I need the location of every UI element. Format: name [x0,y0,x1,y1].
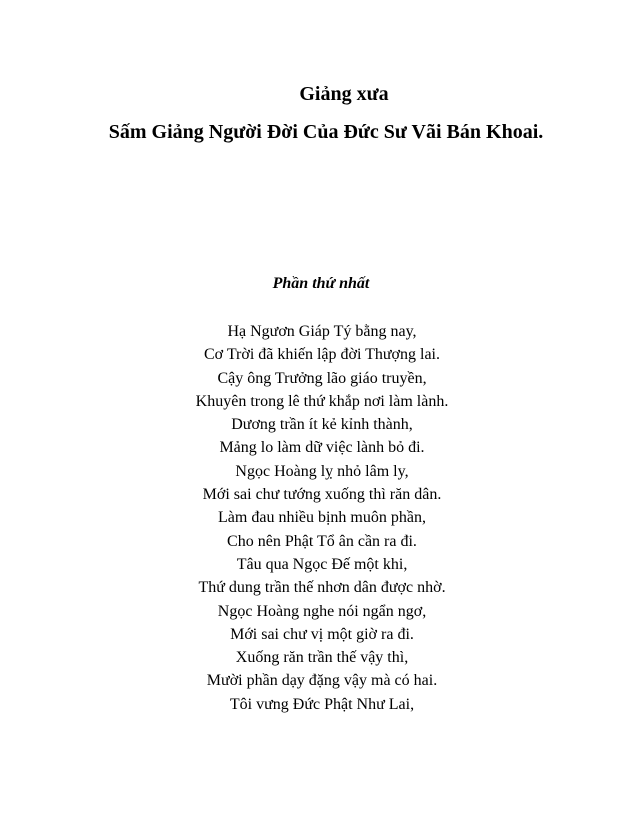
verse-line: Làm đau nhiều bịnh muôn phần, [218,509,426,527]
verse-line: Tôi vưng Đức Phật Như Lai, [229,695,415,713]
verse-line: Mới sai chư vị một giờ ra đi. [230,625,414,643]
section-heading: Phần thứ nhất [272,275,370,292]
document-subtitle: Sấm Giảng Người Đời Của Đức Sư Vãi Bán Khoai. [108,121,544,143]
poem-verses [0,320,638,716]
document-header [0,79,638,147]
verse-line: Mảng lo làm dữ việc lành bỏ đi. [219,439,425,457]
verse-line: Cơ Trời đã khiến lập đời Thượng lai. [204,346,440,364]
verse-line: Mười phần dạy đặng vậy mà có hai. [206,672,438,690]
verse-line: Xuống răn trần thế vậy thì, [235,649,409,667]
verse-line: Cho nên Phật Tổ ân cần ra đi. [227,532,417,550]
verse-line: Hạ Ngươn Giáp Tý bằng nay, [227,323,417,340]
verse-line: Cậy ông Trưởng lão giáo truyền, [217,369,427,387]
verse-line: Thứ dung trần thế nhơn dân được nhờ. [198,579,446,597]
verse-line: Khuyên trong lê thứ khắp nơi làm lành. [195,392,449,410]
verse-line: Tâu qua Ngọc Đế một khi, [236,555,408,573]
verse-line: Mới sai chư tướng xuống thì răn dân. [202,486,442,504]
verse-line: Ngọc Hoàng lỵ nhỏ lâm ly, [235,462,409,480]
document-title: Giảng xưa [299,83,389,105]
verse-line: Dương trần ít kẻ kỉnh thành, [231,416,413,434]
verse-line: Ngọc Hoàng nghe nói ngẩn ngơ, [217,602,427,620]
